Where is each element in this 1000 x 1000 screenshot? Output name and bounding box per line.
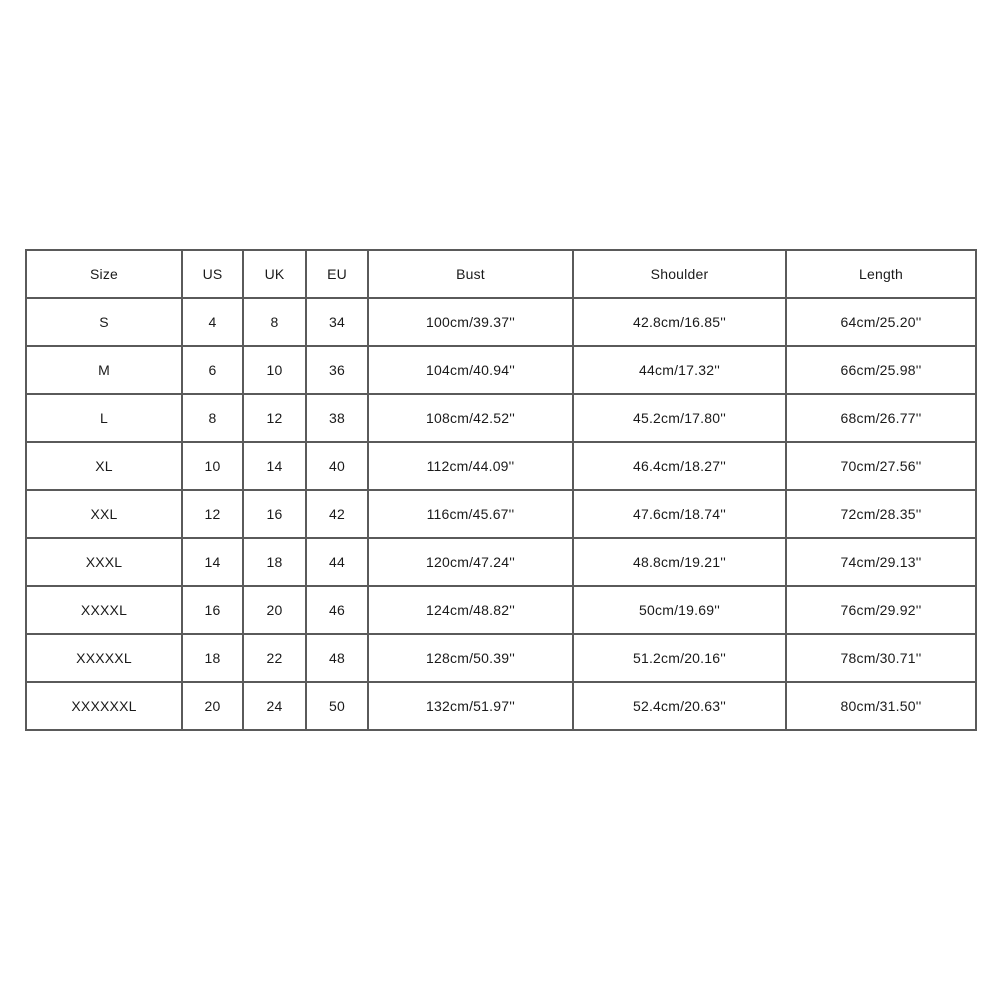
cell-size: XXXXXXL (26, 682, 182, 730)
cell-us: 8 (182, 394, 243, 442)
cell-length: 74cm/29.13'' (786, 538, 976, 586)
cell-uk: 10 (243, 346, 306, 394)
cell-eu: 50 (306, 682, 368, 730)
cell-us: 20 (182, 682, 243, 730)
cell-shoulder: 45.2cm/17.80'' (573, 394, 786, 442)
header-uk: UK (243, 250, 306, 298)
cell-length: 70cm/27.56'' (786, 442, 976, 490)
cell-length: 66cm/25.98'' (786, 346, 976, 394)
cell-shoulder: 42.8cm/16.85'' (573, 298, 786, 346)
table-row (26, 490, 976, 538)
cell-size: XL (26, 442, 182, 490)
cell-us: 18 (182, 634, 243, 682)
cell-eu: 48 (306, 634, 368, 682)
cell-size: M (26, 346, 182, 394)
cell-length: 76cm/29.92'' (786, 586, 976, 634)
cell-uk: 12 (243, 394, 306, 442)
table-row (26, 394, 976, 442)
cell-size: XXXXXL (26, 634, 182, 682)
cell-uk: 20 (243, 586, 306, 634)
cell-shoulder: 48.8cm/19.21'' (573, 538, 786, 586)
cell-length: 64cm/25.20'' (786, 298, 976, 346)
table-row (26, 298, 976, 346)
cell-bust: 120cm/47.24'' (368, 538, 573, 586)
cell-bust: 108cm/42.52'' (368, 394, 573, 442)
table-row (26, 442, 976, 490)
cell-bust: 104cm/40.94'' (368, 346, 573, 394)
cell-us: 10 (182, 442, 243, 490)
header-length: Length (786, 250, 976, 298)
cell-us: 14 (182, 538, 243, 586)
cell-eu: 34 (306, 298, 368, 346)
cell-shoulder: 47.6cm/18.74'' (573, 490, 786, 538)
table-row (26, 538, 976, 586)
cell-uk: 22 (243, 634, 306, 682)
cell-shoulder: 51.2cm/20.16'' (573, 634, 786, 682)
cell-bust: 116cm/45.67'' (368, 490, 573, 538)
table-row (26, 346, 976, 394)
cell-eu: 46 (306, 586, 368, 634)
cell-size: XXXXL (26, 586, 182, 634)
cell-size: XXL (26, 490, 182, 538)
cell-uk: 24 (243, 682, 306, 730)
cell-bust: 124cm/48.82'' (368, 586, 573, 634)
cell-shoulder: 46.4cm/18.27'' (573, 442, 786, 490)
cell-eu: 42 (306, 490, 368, 538)
cell-us: 4 (182, 298, 243, 346)
cell-shoulder: 50cm/19.69'' (573, 586, 786, 634)
header-us: US (182, 250, 243, 298)
cell-us: 6 (182, 346, 243, 394)
cell-bust: 112cm/44.09'' (368, 442, 573, 490)
cell-us: 12 (182, 490, 243, 538)
cell-uk: 8 (243, 298, 306, 346)
cell-bust: 100cm/39.37'' (368, 298, 573, 346)
table-header-row (26, 250, 976, 298)
table-row (26, 586, 976, 634)
cell-length: 80cm/31.50'' (786, 682, 976, 730)
cell-uk: 14 (243, 442, 306, 490)
cell-uk: 16 (243, 490, 306, 538)
header-bust: Bust (368, 250, 573, 298)
cell-uk: 18 (243, 538, 306, 586)
cell-eu: 44 (306, 538, 368, 586)
cell-bust: 132cm/51.97'' (368, 682, 573, 730)
cell-eu: 38 (306, 394, 368, 442)
cell-eu: 36 (306, 346, 368, 394)
table-row (26, 682, 976, 730)
header-eu: EU (306, 250, 368, 298)
header-shoulder: Shoulder (573, 250, 786, 298)
cell-eu: 40 (306, 442, 368, 490)
cell-length: 78cm/30.71'' (786, 634, 976, 682)
header-size: Size (26, 250, 182, 298)
cell-size: L (26, 394, 182, 442)
cell-size: XXXL (26, 538, 182, 586)
cell-length: 68cm/26.77'' (786, 394, 976, 442)
cell-shoulder: 44cm/17.32'' (573, 346, 786, 394)
cell-length: 72cm/28.35'' (786, 490, 976, 538)
cell-us: 16 (182, 586, 243, 634)
cell-bust: 128cm/50.39'' (368, 634, 573, 682)
table-row (26, 634, 976, 682)
cell-size: S (26, 298, 182, 346)
cell-shoulder: 52.4cm/20.63'' (573, 682, 786, 730)
size-chart-table (25, 249, 977, 731)
